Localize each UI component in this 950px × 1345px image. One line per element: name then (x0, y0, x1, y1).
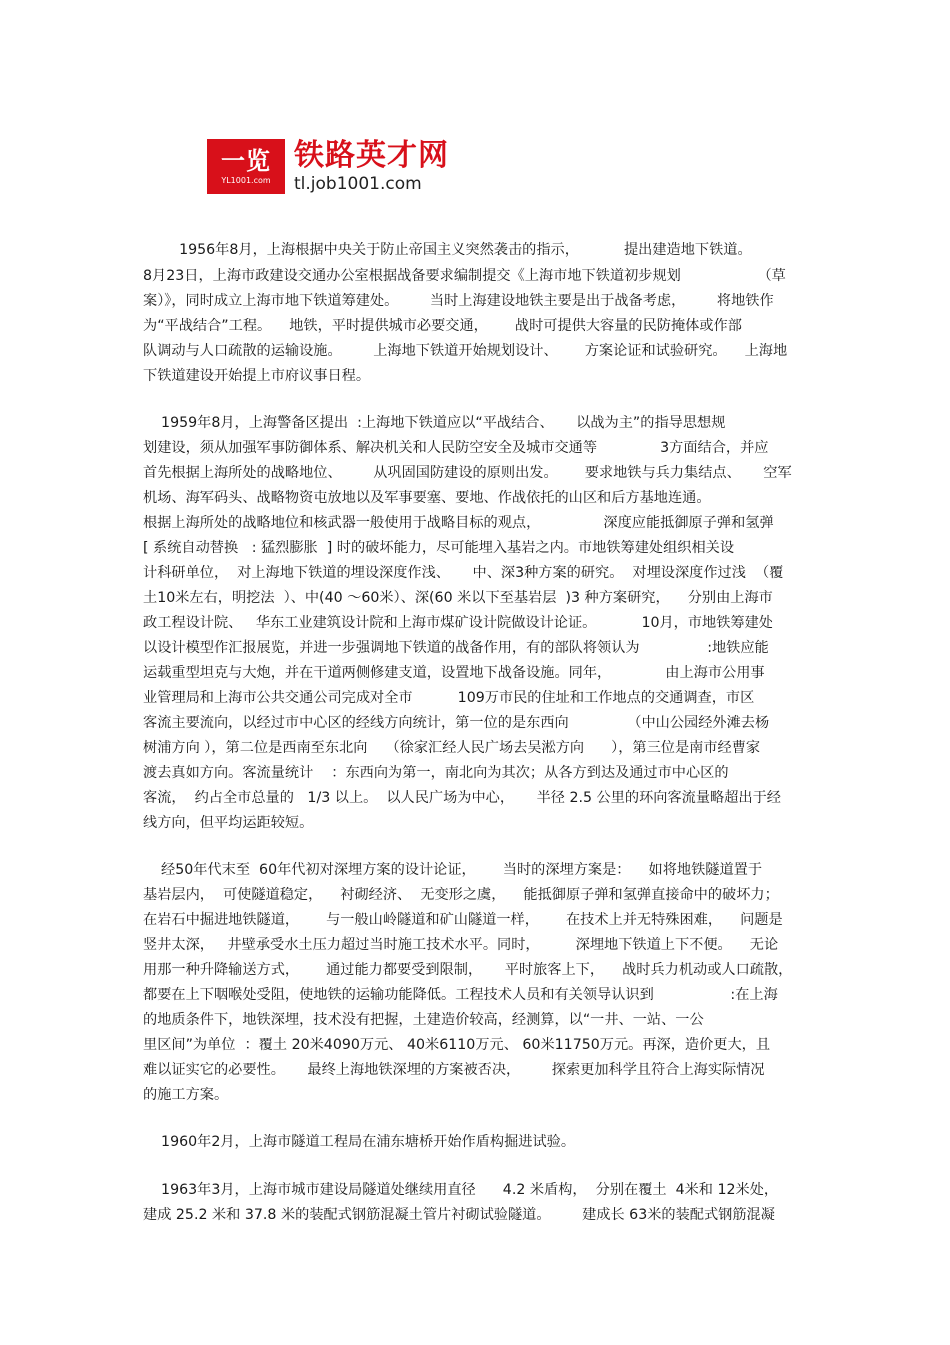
site-name: 铁路英才网 (294, 137, 449, 173)
logo-badge-domain: YL1001.com (221, 175, 271, 185)
site-logo[interactable] (207, 139, 449, 194)
logo-badge (207, 139, 285, 194)
text-line: 竖井太深， 井壁承受水土压力超过当时施工技术水平。同时， 深埋地下铁道上下不便。 无论 (143, 937, 779, 953)
text-line: 土10米左右，明挖法 ）、中(40 ～60米）、深(60 米以下至基岩层 )3 种方案研究， 分别由上海市 (143, 590, 773, 606)
text-line: 政工程设计院、 华东工业建筑设计院和上海市煤矿设计院做设计论证。 10月，市地铁筹建处 (143, 615, 773, 631)
text-line: 运载重型坦克与大炮，并在干道两侧修建支道，设置地下战备设施。同年， 由上海市公用事 (143, 665, 765, 681)
text-line: 线方向，但平均运距较短。 (143, 815, 314, 831)
text-line: 业管理局和上海市公共交通公司完成对全市 109万市民的住址和工作地点的交通调查，市区 (143, 690, 755, 706)
text-line: 用那一种升降输送方式， 通过能力都要受到限制， 平时旅客上下， 战时兵力机动或人口疏散， (143, 962, 793, 978)
text-line: 为“平战结合”工程。 地铁，平时提供城市必要交通， 战时可提供大容量的民防掩体或作部 (143, 318, 742, 334)
text-line: 1960年2月，上海市隧道工程局在浦东塘桥开始作盾构掘进试验。 (143, 1134, 576, 1150)
text-line: 建成 25.2 米和 37.8 米的装配式钢筋混凝土管片衬砌试验隧道。 建成长 63米的装配式钢筋混凝 (143, 1207, 775, 1223)
text-line: 的施工方案。 (143, 1087, 229, 1103)
text-line: 基岩层内， 可使隧道稳定， 衬砌经济、 无变形之虞， 能抵御原子弹和氢弹直接命中的破坏力； (143, 887, 779, 903)
text-line: [ 系统自动替换 : 猛烈膨胀 ] 时的破坏能力，尽可能埋入基岩之内。市地铁筹建处组织相关设 (143, 540, 735, 556)
text-line: 的地质条件下，地铁深埋，技术没有把握，土建造价较高，经测算，以“一井、一站、一公 (143, 1012, 704, 1028)
text-line: 根据上海所处的战略地位和核武器一般使用于战略目标的观点， 深度应能抵御原子弹和氢弹 (143, 515, 774, 531)
text-line: 里区间”为单位 ：覆土 20米4090万元、 40米6110万元、 60米11750万元。再深，造价更大，且 (143, 1037, 771, 1053)
text-line: 计科研单位， 对上海地下铁道的埋设深度作浅、 中、深3种方案的研究。 对埋设深度作过浅 （覆 (143, 565, 784, 581)
text-line: 队调动与人口疏散的运输设施。 上海地下铁道开始规划设计、 方案论证和试验研究。 上海地 (143, 343, 788, 359)
text-line: 首先根据上海所处的战略地位、 从巩固国防建设的原则出发。 要求地铁与兵力集结点、 空军 (143, 465, 792, 481)
site-url: tl.job1001.com (294, 173, 422, 194)
text-line: 以设计模型作汇报展览，并进一步强调地下铁道的战备作用，有的部队将领认为 :地铁应能 (143, 640, 769, 656)
text-line: 机场、海军码头、战略物资屯放地以及军事要塞、要地、作战依托的山区和后方基地连通。 (143, 490, 711, 506)
text-line: 在岩石中掘进地铁隧道， 与一般山岭隧道和矿山隧道一样， 在技术上并无特殊困难， 问题是 (143, 912, 783, 928)
text-line: 客流， 约占全市总量的 1/3 以上。 以人民广场为中心， 半径 2.5 公里的环向客流量略超出于经 (143, 790, 781, 806)
text-line: 客流主要流向，以经过市中心区的经线方向统计，第一位的是东西向 （中山公园经外滩去杨 (143, 715, 770, 731)
text-line: 划建设，须从加强军事防御体系、解决机关和人民防空安全及城市交通等 3方面结合，并应 (143, 440, 769, 456)
text-line: 案）》，同时成立上海市地下铁道筹建处。 当时上海建设地铁主要是出于战备考虑， 将地铁作 (143, 293, 774, 309)
text-line: 渡去真如方向。客流量统计 ：东西向为第一，南北向为其次；从各方到达及通过市中心区的 (143, 765, 729, 781)
text-line: 树浦方向 ），第二位是西南至东北向 （徐家汇经人民广场去吴淞方向 ），第三位是南市经曹家 (143, 740, 761, 756)
text-line: 都要在上下咽喉处受阻，使地铁的运输功能降低。工程技术人员和有关领导认识到 :在上海 (143, 987, 778, 1003)
logo-text (294, 137, 449, 194)
logo-badge-text: 一览 (221, 146, 271, 175)
text-line: 下铁道建设开始提上市府议事日程。 (143, 368, 371, 384)
text-line: 难以证实它的必要性。 最终上海地铁深埋的方案被否决， 探索更加科学且符合上海实际情况 (143, 1062, 765, 1078)
text-line: 1959年8月，上海警备区提出 :上海地下铁道应以“平战结合、 以战为主”的指导思想规 (143, 415, 726, 431)
text-line: 8月23日，上海市政建设交通办公室根据战备要求编制提交《上海市地下铁道初步规划 （草 (143, 268, 786, 284)
text-line: 1956年8月，上海根据中央关于防止帝国主义突然袭击的指示， 提出建造地下铁道。 (143, 242, 752, 258)
text-line: 1963年3月，上海市城市建设局隧道处继续用直径 4.2 米盾构， 分别在覆土 4米和 12米处， (143, 1182, 779, 1198)
text-line: 经50年代末至 60年代初对深埋方案的设计论证， 当时的深埋方案是： 如将地铁隧道置于 (143, 862, 763, 878)
